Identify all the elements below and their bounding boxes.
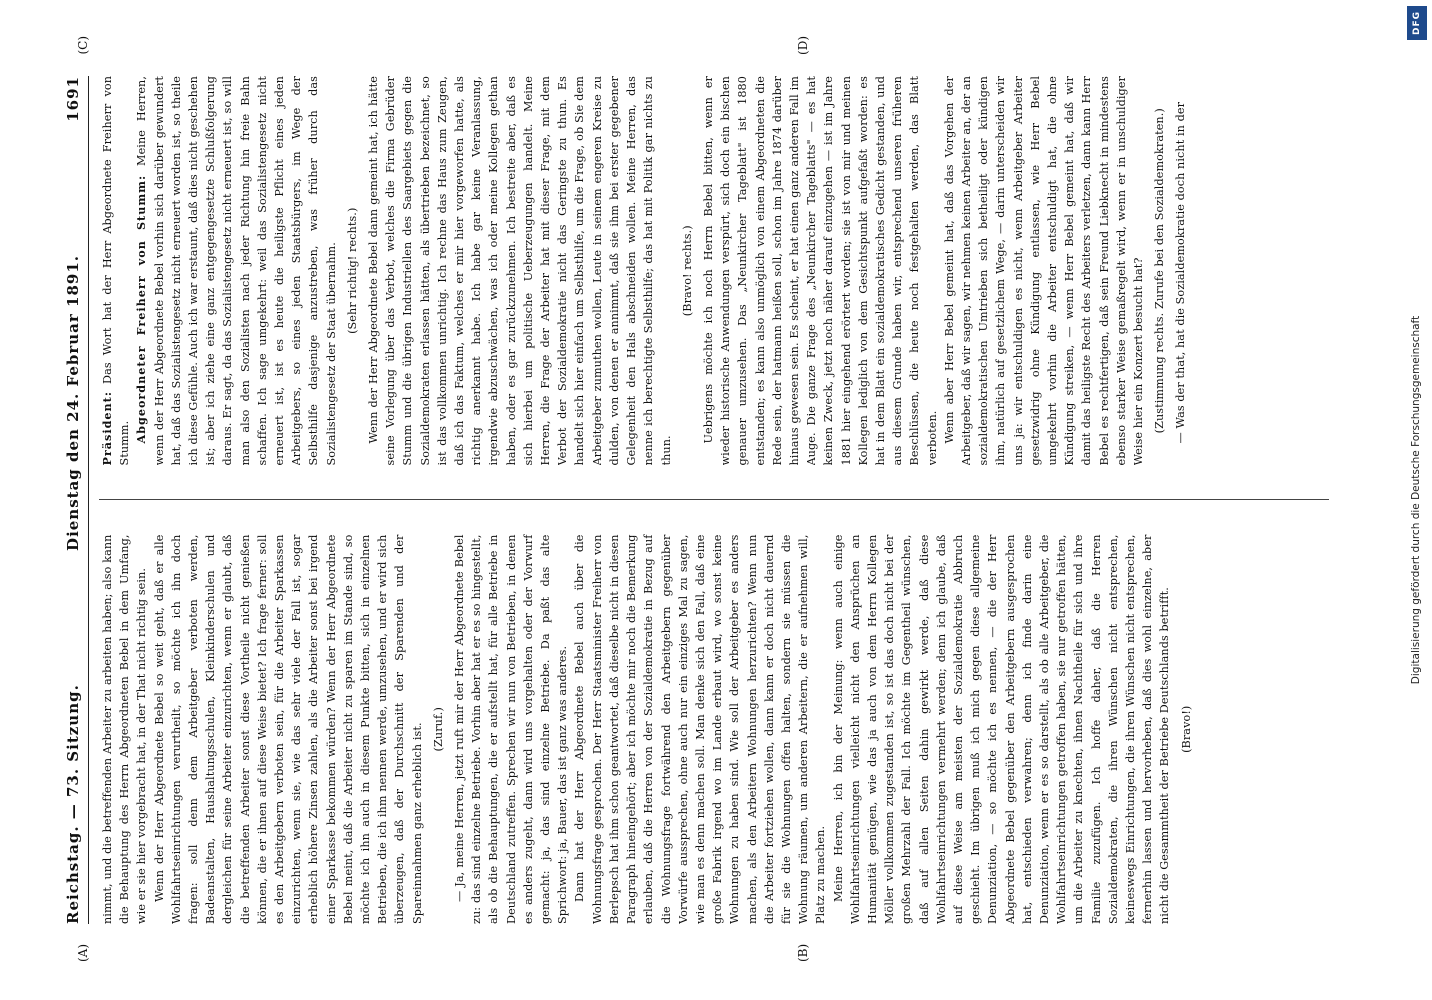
paragraph <box>99 76 133 466</box>
credit-text: Digitalisierung gefördert durch die Deutsche Forschungsgemeinschaft <box>1410 315 1422 685</box>
text-columns <box>99 76 1329 924</box>
page-header <box>64 76 89 924</box>
interjection: (Zustimmung rechts. Zurufe bei den Sozialdemokraten.) <box>1153 108 1167 434</box>
paragraph-text: Das Wort hat der Herr Abgeordnete Freiherr von Stumm. <box>101 76 132 466</box>
paragraph: Dann hat der Herr Abgeordnete Bebel auch über die Wohnungsfrage gesprochen. Der Herr Staatsminister Freiherr von Berlepsch hat ihm schon geantwortet, daß dieselbe nicht in diesen Paragraph hineingehört; aber ich möchte mir noch die Bemerkung erlauben, daß die Herren von der Sozialdemokratie in Bezug auf die Wohnungsfrage fortwährend den Arbeitgebern gegenüber Vorwürfe aussprechen, ohne auch nur ein einziges Mal zu sagen, wie man es denn machen soll. Man denke sich den Fall, daß eine große Fabrik irgend wo im Lande erbaut wird, wo sonst keine Wohnungen zu haben sind. Wie soll der Arbeitgeber es anders machen, als den Arbeitern Wohnungen herzurichten? Wenn nun die Arbeiter fortziehen wollen, dann kann er doch nicht dauernd für sie die Wohnungen offen halten, sondern sie müssen die Wohnung räumen, um anderen Arbeitern, die er aufnehmen will, Platz zu machen. <box>573 534 828 924</box>
column-divider <box>99 500 1329 501</box>
margin-mark-a: (A) <box>76 943 90 962</box>
interjection: (Sehr richtig! rechts.) <box>345 207 359 334</box>
interjection: (Bravo!) <box>1179 705 1193 753</box>
paragraph: Wenn der Herr Abgeordnete Bebel so weit geht, daß er alle Wohlfahrtseinrichtungen verurtheilt, so möchte ich ihn doch fragen: soll denn dem Arbeitgeber verboten werden, Badeanstalten, Haushaltungsschulen, Kleinkinderschulen und dergleichen für seine Arbeiter einzurichten, wenn er glaubt, daß die betreffenden Arbeiter sonst diese Vortheile nicht genießen können, die er ihnen auf diese Weise bietet? Ich frage ferner: soll es den Arbeitgebern verboten sein, für die Arbeiter Sparkassen einzurichten, wenn sie, wie das sehr viele der Fall ist, sogar erheblich höhere Zinsen zahlen, als die Arbeiter sonst bei irgend einer Sparkasse bekommen würden? Wenn der Herr Abgeordnete Bebel meint, daß die Arbeiter nicht zu sparen im Stande sind, so möchte ich ihn auch in diesem Punkte bitten, sich in einzelnen Betrieben, die ich ihm nennen werde, umzusehen, und er wird sich überzeugen, daß der Durchschnitt der Sparenden und der Spareinnahmen ganz erheblich ist. <box>152 534 424 924</box>
right-column <box>99 76 1329 466</box>
speaker-name: Präsident: <box>100 391 114 466</box>
paragraph: nimmt, und die betreffenden Arbeiter zu arbeiten haben; also kann die Behauptung des Herrn Abgeordneten Bebel in dem Umfang, wie er sie hier vorgebracht hat, in der That nicht richtig sein. <box>101 534 149 924</box>
paragraph: Wenn aber Herr Bebel gemeint hat, daß das Vorgehen der Arbeitgeber, daß wir sagen, wir nehmen keinen Arbeiter an, der an sozialdemokratischen Umtrieben sich betheiligt oder kündigen ihm, natürlich auf gesetzlichem Wege, — darin unterscheiden wir uns ja: wir entschuldigen es nicht, wenn Arbeitgeber Arbeiter gesetzwidrig ohne Kündigung entlassen, wie Herr Bebel umgekehrt vorhin die Arbeiter entschuldigt hat, die ohne Kündigung streiken, — wenn Herr Bebel gemeint hat, daß wir damit das heiligste Recht des Arbeiters verletzen, dann kann Herr Bebel es rechtfertigen, daß sein Freund Liebknecht in mindestens ebenso starker Weise gemaßregelt wird, wenn er in unschuldiger Weise hier ein Konzert besucht hat? <box>942 76 1145 466</box>
paragraph <box>133 76 339 466</box>
interjection: (Zuruf.) <box>431 707 445 752</box>
margin-mark-d: (D) <box>796 36 810 55</box>
speaker-name: Abgeordneter Freiherr von Stumm: <box>134 174 149 444</box>
dfg-logo <box>1407 6 1427 40</box>
paragraph: — Was der that, hat die Sozialdemokratie doch nicht in der <box>1174 101 1188 444</box>
paragraph: Wenn der Herr Abgeordnete Bebel dann gemeint hat, ich hätte seine Vorlegung über das Verbot, welches die Firma Gebrüder Stumm und die übrigen Industriellen des Saargebiets gegen die Sozialdemokraten erlassen hätten, als übertrieben bezeichnet, so ist das vollkommen unrichtig. Ich rechne das Haus zum Zeugen, daß ich das Faktum, welches er mir hier vorgeworfen hatte, als richtig anerkannt habe. Ich habe gar keine Veranlassung, irgendwie abzuschwächen, was ich oder meine Kollegen gethan haben, oder es gar zurückzunehmen. Ich bestreite aber, daß es sich hierbei um politische Ueberzeugungen handelt. Meine Herren, die Frage der Arbeiter hat mit dieser Frage, mit dem Verbot der Sozialdemokratie nicht das Geringste zu thun. Es handelt sich hier einfach um Selbsthilfe, um die Frage, ob Sie dem Arbeitgeber zumuthen wollen, Leute in seinem engeren Kreise zu dulden, von denen er annimmt, daß sie ihm bei erster gegebener Gelegenheit den Hals abschneiden wollen. Meine Herren, das nenne ich berechtigte Selbsthilfe; das hat mit Politik gar nichts zu thun. <box>367 76 673 466</box>
paragraph: Uebrigens möchte ich noch Herrn Bebel bitten, wenn er wieder historische Anwendungen verspürt, sich doch ein bischen genauer umzusehen. Das „Neunkircher Tageblatt" ist 1880 entstanden; es kann also unmöglich von einem Abgeordneten die Rede sein, der hatmann heißen soll, schon im Jahre 1874 darüber hinaus gewesen sein. Es scheint, er hat einen ganz anderen Fall im Auge. Die ganze Frage des „Neunkircher Tageblatts" — es hat keinen Zweck, jetzt noch näher darauf einzugehen — ist im Jahre 1881 hier eingehend erörtert worden; sie ist von mir und meinen Kollegen lediglich von dem Gesichtspunkt aufgefaßt worden: es hat in dem Blatt ein sozialdemokratisches Gedicht gestanden, und aus diesem Grunde haben wir, entsprechend unseren früheren Beschlüssen, die heute noch festgehalten werden, das Blatt verboten. <box>701 76 939 466</box>
margin-mark-c: (C) <box>76 36 90 55</box>
document-page <box>36 30 1396 970</box>
digitization-credit <box>1404 0 1428 1000</box>
paragraph: Meine Herren, ich bin der Meinung: wenn auch einige Wohlfahrtseinrichtungen vielleicht nicht den Ansprüchen an Humanität genügen, wie das ja auch von dem Herrn Kollegen Möller vollkommen zugestanden ist, so ist das doch nicht bei der großen Mehrzahl der Fall. Ich möchte im Gegentheil wünschen, daß auf allen Seiten dahin gewirkt werde, daß diese Wohlfahrtseinrichtungen vermehrt werden; denn ich glaube, daß auf diese Weise am meisten der Sozialdemokratie Abbruch geschieht. Im übrigen muß ich mich gegen diese allgemeine Denunziation, — so möchte ich es nennen, — die der Herr Abgeordnete Bebel gegenüber den Arbeitgebern ausgesprochen hat, entschieden verwahren; denn ich finde darin eine Denunziation, wenn er es so darstellt, als ob alle Arbeitgeber, die Wohlfahrtseinrichtungen getroffen haben, sie nur getroffen hätten, um die Arbeiter zu knechten, ihnen Nachtheile für sich und ihre Familie zuzufügen. Ich hoffe daher, daß die Herren Sozialdemokraten, die ihren Wünschen nicht entsprechen, keineswegs Einrichtungen, die ihren Wünschen nicht entsprechen, fernerhin lassen und hervorheben, daß dies wohl einzelne, aber nicht die Gesammtheit der Betriebe Deutschlands betrifft. <box>831 534 1172 924</box>
paragraph-text: Meine Herren, wenn der Herr Abgeordnete Bebel vorhin sich darüber gewundert hat, daß das Sozialistengesetz nicht erneuert worden ist, so theile ich diese Gefühle. Auch ich war erstaunt, daß dies nicht geschehen ist; aber ich ziehe eine ganz entgegengesetzte Schlußfolgerung daraus. Er sagt, da das Sozialistengesetz nicht erneuert ist, so will man also den Sozialisten nach jeder Richtung hin freie Bahn schaffen. Ich sage umgekehrt: weil das Sozialistengesetz nicht erneuert ist, ist es heute die heiligste Pflicht eines jeden Arbeitgebers, so eines jeden Staatsbürgers, im Wege der Selbsthilfe dasjenige anzustreben, was früher durch das Sozialistengesetz der Staat übernahm. <box>135 76 338 466</box>
margin-mark-b: (B) <box>796 943 810 962</box>
header-left: Reichstag. — 73. Sitzung. <box>64 684 82 924</box>
left-column <box>99 535 1329 925</box>
paragraph: — Ja, meine Herren, jetzt ruft mir der Herr Abgeordnete Bebel zu: das sind einzelne Betriebe. Vorhin aber hat er es so hingestellt, als ob die Behauptungen, die er aufstellt hat, für alle Betriebe in Deutschland zutreffen. Sprechen wir nun von Betrieben, in denen es anders zugeht, dann wird uns vorgehalten oder der Vorwurf gemacht: ja, das sind einzelne Betriebe. Da paßt das alte Sprichwort: ja, Bauer, das ist ganz was anderes. <box>453 534 570 924</box>
dfg-logo-text: DFG <box>1412 10 1423 36</box>
header-center: Dienstag den 24. Februar 1891. <box>64 255 82 551</box>
page-number: 1691 <box>64 76 82 122</box>
interjection: (Bravo! rechts.) <box>680 225 694 317</box>
